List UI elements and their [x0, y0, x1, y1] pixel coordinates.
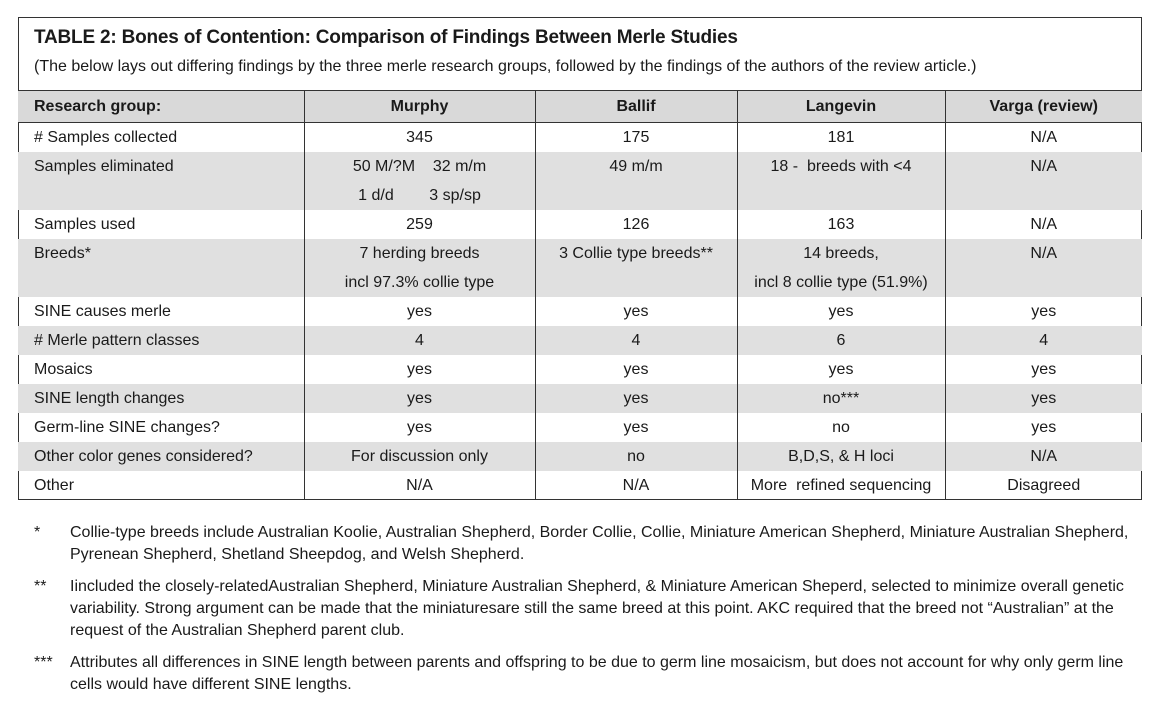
- cell-line: no: [627, 448, 645, 465]
- cell-line: 4: [415, 332, 424, 349]
- row-label: # Samples collected: [34, 129, 178, 146]
- table-cell: [535, 442, 737, 471]
- cell-line: no: [832, 419, 850, 436]
- cell-line: 126: [622, 216, 650, 233]
- cell-line: 14 breeds,: [803, 245, 879, 262]
- cell-line: yes: [407, 303, 432, 320]
- cell-line: incl 97.3% collie type: [344, 274, 495, 291]
- cell-line: 3 Collie type breeds**: [559, 245, 713, 262]
- header-row: [18, 91, 1142, 123]
- cell-line: yes: [1031, 303, 1057, 320]
- row-label: Samples eliminated: [18, 152, 304, 210]
- cell-line: 175: [622, 129, 650, 146]
- table-cell: [945, 326, 1142, 355]
- table-cell: [535, 210, 737, 239]
- row-label: Mosaics: [34, 361, 93, 378]
- footnote-text: Collie-type breeds include Australian Koolie, Australian Shepherd, Border Collie, Collie, Miniature American Shepherd, Miniature Australian Shepherd, Pyrenean Shepherd, Shetland Sheepdog, and Welsh Shepherd.: [70, 524, 1129, 563]
- table-row: [18, 384, 1142, 413]
- table-cell: [535, 239, 737, 297]
- table-row: [18, 442, 1142, 471]
- cell-line: 50 M/?M 32 m/m: [352, 158, 487, 175]
- table-cell: [737, 355, 945, 384]
- row-label: SINE causes merle: [34, 303, 171, 320]
- footnote-text: Attributes all differences in SINE length between parents and offspring to be due to germ line mosaicism, but does not account for why only germ line cells would have different SINE lengths.: [70, 654, 1124, 693]
- cell-line: For discussion only: [351, 448, 488, 465]
- table-cell: [737, 471, 945, 500]
- table-cell: [304, 442, 535, 471]
- cell-line: yes: [828, 361, 854, 378]
- comparison-table: [18, 90, 1142, 500]
- table-cell: [535, 384, 737, 413]
- cell-line: yes: [407, 390, 432, 407]
- cell-line: 18 - breeds with <4: [770, 158, 912, 175]
- header-langevin: Langevin: [737, 91, 945, 123]
- cell-line: N/A: [406, 477, 433, 494]
- table-cell: [535, 123, 737, 153]
- cell-line: 4: [1039, 332, 1049, 349]
- table-cell: [945, 442, 1142, 471]
- table-cell: [535, 152, 737, 210]
- table-cell: [737, 123, 945, 153]
- footnote-text: Iincluded the closely-relatedAustralian Shepherd, Miniature Australian Shepherd, & Miniature American Sheperd, selected to minimize overall genetic variability. Strong argument can be made that the miniaturesare still the same breed at this point. AKC required that the breed not “Australian” at the request of the Australian Shepherd parent club.: [70, 578, 1124, 639]
- header-research-group: Research group:: [18, 91, 304, 123]
- cell-line: 49 m/m: [609, 158, 663, 175]
- cell-line: N/A: [1030, 158, 1058, 175]
- row-label: Other color genes considered?: [18, 442, 304, 471]
- table-cell: [304, 413, 535, 442]
- header-murphy: Murphy: [304, 91, 535, 123]
- table-row: [18, 152, 1142, 210]
- table-row: [18, 297, 1142, 326]
- table-row: [18, 239, 1142, 297]
- footnote: [34, 576, 1144, 642]
- table-cell: [945, 297, 1142, 326]
- table-cell: [304, 210, 535, 239]
- cell-line: 7 herding breeds: [359, 245, 480, 262]
- cell-line: B,D,S, & H loci: [788, 448, 894, 465]
- table-cell: [945, 355, 1142, 384]
- cell-line: More refined sequencing: [750, 477, 932, 494]
- table-cell: [304, 326, 535, 355]
- cell-line: N/A: [1030, 129, 1058, 146]
- table-cell: [945, 413, 1142, 442]
- footnote: [34, 522, 1144, 566]
- cell-line: 181: [827, 129, 855, 146]
- cell-line: 163: [827, 216, 855, 233]
- table-cell: [737, 442, 945, 471]
- cell-line: incl 8 collie type (51.9%): [754, 274, 928, 291]
- cell-line: yes: [828, 303, 854, 320]
- footnote-marker: ***: [34, 654, 53, 671]
- table-cell: [304, 297, 535, 326]
- cell-line: N/A: [1030, 245, 1058, 262]
- footnotes: [34, 522, 1144, 706]
- row-label: SINE length changes: [18, 384, 304, 413]
- footnote: [34, 652, 1144, 696]
- table-cell: [737, 239, 945, 297]
- table-cell: [737, 326, 945, 355]
- cell-line: yes: [1031, 361, 1057, 378]
- table-cell: [535, 297, 737, 326]
- table-row: [18, 471, 1142, 500]
- table-cell: [737, 384, 945, 413]
- table-cell: [304, 384, 535, 413]
- table-row: [18, 413, 1142, 442]
- footnote-marker: **: [34, 578, 47, 595]
- cell-line: 6: [836, 332, 846, 349]
- cell-line: Disagreed: [1007, 477, 1081, 494]
- table-cell: [737, 152, 945, 210]
- header-ballif: Ballif: [535, 91, 737, 123]
- cell-line: 345: [406, 129, 433, 146]
- table-cell: [737, 413, 945, 442]
- cell-line: yes: [623, 419, 649, 436]
- row-label: Other: [34, 477, 75, 494]
- table-cell: [945, 471, 1142, 500]
- table-cell: [945, 210, 1142, 239]
- cell-line: N/A: [622, 477, 650, 494]
- cell-line: yes: [407, 419, 432, 436]
- cell-line: N/A: [1030, 216, 1058, 233]
- table-row: [18, 326, 1142, 355]
- table-cell: [304, 239, 535, 297]
- table-cell: [945, 239, 1142, 297]
- table-row: [18, 123, 1142, 153]
- table-cell: [945, 123, 1142, 153]
- row-label: Germ-line SINE changes?: [34, 419, 220, 436]
- cell-line: no***: [822, 390, 860, 407]
- table-row: [18, 210, 1142, 239]
- cell-line: N/A: [1030, 448, 1058, 465]
- row-label: # Merle pattern classes: [18, 326, 304, 355]
- table-cell: [304, 152, 535, 210]
- table-cell: [945, 384, 1142, 413]
- cell-line: yes: [1031, 390, 1057, 407]
- cell-line: 259: [406, 216, 433, 233]
- table-cell: [945, 152, 1142, 210]
- table-cell: [535, 413, 737, 442]
- footnote-marker: *: [34, 524, 41, 541]
- row-label: Breeds*: [18, 239, 304, 297]
- table-title: TABLE 2: Bones of Contention: Comparison of Findings Between Merle Studies: [34, 27, 738, 48]
- cell-line: yes: [1031, 419, 1057, 436]
- row-label: Samples used: [34, 216, 136, 233]
- cell-line: yes: [623, 361, 649, 378]
- comparison-table-frame: [18, 17, 1142, 500]
- table-cell: [304, 355, 535, 384]
- table-cell: [535, 326, 737, 355]
- cell-line: 1 d/d 3 sp/sp: [358, 187, 481, 204]
- table-cell: [737, 297, 945, 326]
- header-varga: Varga (review): [945, 91, 1142, 123]
- cell-line: 4: [631, 332, 641, 349]
- cell-line: yes: [623, 303, 649, 320]
- table-cell: [304, 471, 535, 500]
- table-cell: [535, 355, 737, 384]
- table-row: [18, 355, 1142, 384]
- table-cell: [535, 471, 737, 500]
- table-subtitle: (The below lays out differing findings by the three merle research groups, followed by the findings of the authors of the review article.): [34, 58, 977, 75]
- cell-line: yes: [623, 390, 649, 407]
- cell-line: yes: [407, 361, 432, 378]
- table-cell: [737, 210, 945, 239]
- table-cell: [304, 123, 535, 153]
